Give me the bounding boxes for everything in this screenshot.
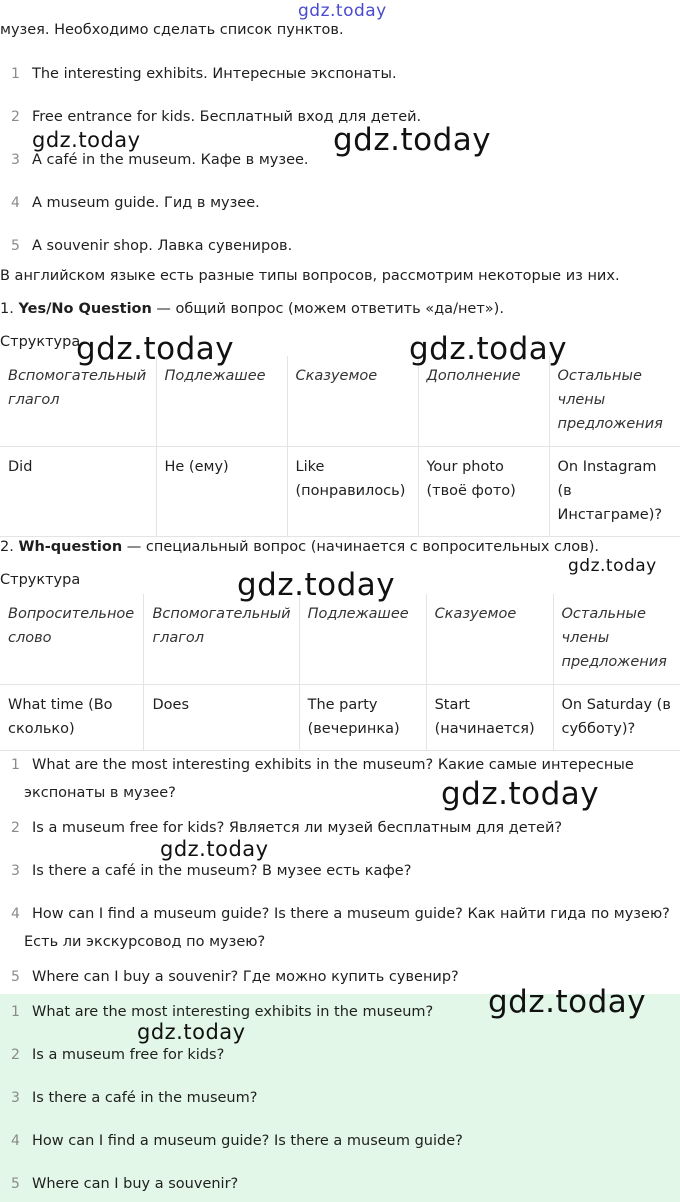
list-number: 2 xyxy=(11,109,20,125)
table-header-row xyxy=(0,594,680,684)
table-cell: Start (начинается) xyxy=(426,684,553,750)
table-cell: On Saturday (в субботу)? xyxy=(553,684,680,750)
list-text: What are the most interesting exhibits in the museum? Какие самые интересные xyxy=(32,757,634,773)
question-type-yes-no xyxy=(0,301,504,317)
list-number: 2 xyxy=(11,1047,20,1063)
table-row xyxy=(0,446,680,536)
heading-prefix: 1. xyxy=(0,301,19,317)
list-number: 1 xyxy=(11,66,20,82)
table-cell: Like (понравилось) xyxy=(287,446,418,536)
list-number: 4 xyxy=(11,1133,20,1149)
table-cell: Вопросительное слово xyxy=(0,594,144,684)
list-text-continued: экспонаты в музее? xyxy=(24,785,176,801)
list-text: Is there a café in the museum? xyxy=(32,1090,258,1106)
list-number: 5 xyxy=(11,969,20,985)
heading-prefix: 2. xyxy=(0,539,19,555)
list-text: Where can I buy a souvenir? xyxy=(32,1176,239,1192)
list-number: 5 xyxy=(11,238,20,254)
heading-bold: Yes/No Question xyxy=(18,301,152,317)
list-text: A café in the museum. Кафе в музее. xyxy=(32,152,309,168)
structure-label: Структура xyxy=(0,334,81,350)
table-cell: Сказуемое xyxy=(287,356,418,446)
table-cell: Does xyxy=(144,684,299,750)
table-cell: He (ему) xyxy=(156,446,287,536)
list-number: 4 xyxy=(11,906,20,922)
watermark: gdz.today xyxy=(568,556,657,576)
table-cell: Вспомогательный глагол xyxy=(0,356,156,446)
list-text: The interesting exhibits. Интересные экспонаты. xyxy=(32,66,397,82)
table-row xyxy=(0,684,680,750)
table-cell: Сказуемое xyxy=(426,594,553,684)
list-text: A souvenir shop. Лавка сувениров. xyxy=(32,238,293,254)
intro-text: музея. Необходимо сделать список пунктов. xyxy=(0,22,344,38)
watermark: gdz.today xyxy=(488,984,647,1020)
heading-rest: — общий вопрос (можем ответить «да/нет»). xyxy=(151,301,504,317)
list-number: 1 xyxy=(11,1004,20,1020)
table-cell: Подлежашее xyxy=(156,356,287,446)
watermark: gdz.today xyxy=(160,837,269,861)
list-text: How can I find a museum guide? Is there a museum guide? xyxy=(32,1133,463,1149)
table-cell: Остальные члены предложения xyxy=(549,356,680,446)
list-text: Where can I buy a souvenir? Где можно купить сувенир? xyxy=(32,969,459,985)
list-number: 4 xyxy=(11,195,20,211)
list-text: How can I find a museum guide? Is there a museum guide? Как найти гида по музею? xyxy=(32,906,670,922)
table-cell: Дополнение xyxy=(418,356,549,446)
question-types-intro: В английском языке есть разные типы вопросов, рассмотрим некоторые из них. xyxy=(0,268,620,284)
list-text: Is a museum free for kids? xyxy=(32,1047,225,1063)
table-cell: On Instagram (в Инстаграме)? xyxy=(549,446,680,536)
list-text: What are the most interesting exhibits in the museum? xyxy=(32,1004,434,1020)
question-type-wh xyxy=(0,539,599,555)
watermark: gdz.today xyxy=(32,128,141,152)
list-number: 2 xyxy=(11,820,20,836)
structure-table-wh xyxy=(0,594,680,751)
list-number: 3 xyxy=(11,863,20,879)
table-cell: What time (Во сколько) xyxy=(0,684,144,750)
list-text: Free entrance for kids. Бесплатный вход для детей. xyxy=(32,109,422,125)
list-number: 1 xyxy=(11,757,20,773)
watermark: gdz.today xyxy=(441,776,600,812)
watermark: gdz.today xyxy=(76,331,235,367)
table-cell: Остальные члены предложения xyxy=(553,594,680,684)
heading-rest: — специальный вопрос (начинается с вопросительных слов). xyxy=(122,539,599,555)
table-cell: Did xyxy=(0,446,156,536)
watermark: gdz.today xyxy=(333,122,492,158)
list-text: Is a museum free for kids? Является ли музей бесплатным для детей? xyxy=(32,820,563,836)
table-cell: Подлежашее xyxy=(299,594,426,684)
heading-bold: Wh-question xyxy=(18,539,123,555)
list-text: Is there a café in the museum? В музее есть кафе? xyxy=(32,863,412,879)
list-text: A museum guide. Гид в музее. xyxy=(32,195,260,211)
table-cell: Вспомогательный глагол xyxy=(144,594,299,684)
list-number: 3 xyxy=(11,152,20,168)
list-number: 5 xyxy=(11,1176,20,1192)
watermark: gdz.today xyxy=(237,567,396,603)
watermark: gdz.today xyxy=(137,1020,246,1044)
structure-label: Структура xyxy=(0,572,81,588)
watermark: gdz.today xyxy=(298,1,387,21)
list-number: 3 xyxy=(11,1090,20,1106)
table-cell: Your photo (твоё фото) xyxy=(418,446,549,536)
list-text-continued: Есть ли экскурсовод по музею? xyxy=(24,934,266,950)
table-header-row xyxy=(0,356,680,446)
watermark: gdz.today xyxy=(409,331,568,367)
table-cell: The party (вечеринка) xyxy=(299,684,426,750)
structure-table-yes-no xyxy=(0,356,680,537)
